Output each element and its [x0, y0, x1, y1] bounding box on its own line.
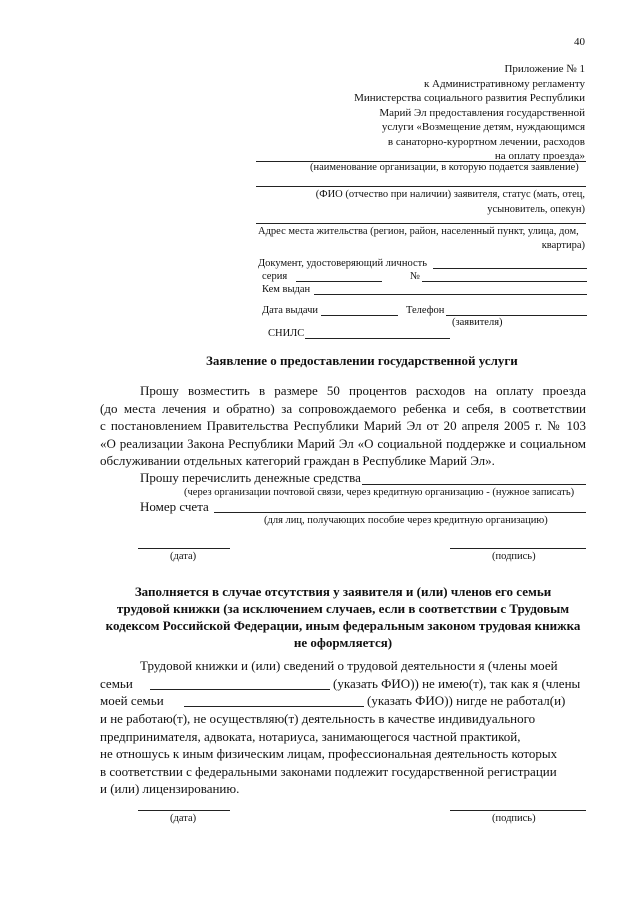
- paragraph-line: (до места лечения и обратно) за сопровождаемого ребенка и себя, в соответствии: [100, 400, 586, 416]
- work-book-paragraph: [100, 710, 586, 798]
- transfer-caption: (через организации почтовой связи, через кредитную организацию - (нужное записать): [184, 487, 575, 498]
- issued-by-field[interactable]: [314, 294, 587, 295]
- snils-label: СНИЛС: [268, 328, 305, 339]
- family-line-2-caption: (указать ФИО)) не имею(т), так как я (члены: [333, 676, 581, 691]
- address-caption-1: Адрес места жительства (регион, район, населенный пункт, улица, дом,: [258, 226, 579, 237]
- paragraph-line: не отношусь к иным физическим лицам, профессиональная деятельность которых: [100, 746, 558, 761]
- appendix-line: к Административному регламенту: [423, 77, 585, 90]
- id-document-field[interactable]: [433, 268, 587, 269]
- family-fio-field-2[interactable]: [184, 706, 364, 707]
- section-2-title: [100, 583, 586, 651]
- paragraph-line: с постановлением Правительства Республики Марий Эл от 20 апреля 2005 г. № 103: [100, 418, 586, 433]
- date-field-2[interactable]: [138, 810, 230, 811]
- account-label: Номер счета: [140, 499, 209, 514]
- issued-by-label: Кем выдан: [262, 284, 311, 295]
- snils-field[interactable]: [305, 338, 450, 339]
- address-caption-2: квартира): [541, 240, 585, 251]
- family-fio-field-1[interactable]: [150, 689, 330, 690]
- signature-caption-1: (подпись): [492, 551, 536, 562]
- address-line[interactable]: [256, 223, 586, 224]
- appendix-block: [354, 62, 585, 164]
- appendix-line: Марий Эл предоставления государственной: [379, 106, 585, 119]
- signature-caption-2: (подпись): [492, 813, 536, 824]
- section-2-title-line: не оформляется): [293, 635, 393, 650]
- date-caption-2: (дата): [170, 813, 197, 824]
- family-label: семьи: [100, 676, 133, 691]
- appendix-line: в санаторно-курортном лечении, расходов: [387, 135, 585, 148]
- transfer-label: Прошу перечислить денежные средства: [140, 470, 361, 485]
- date-caption-1: (дата): [170, 551, 197, 562]
- appendix-line: Приложение № 1: [504, 63, 585, 75]
- paragraph-line: и (или) лицензированию.: [100, 781, 240, 796]
- org-name-caption: (наименование организации, в которую подается заявление): [310, 162, 579, 173]
- number-label: №: [410, 271, 421, 282]
- phone-field[interactable]: [446, 315, 587, 316]
- paragraph-line: предпринимателя, адвоката, нотариуса, занимающегося частной практикой,: [100, 728, 521, 744]
- request-paragraph: [100, 382, 586, 470]
- paragraph-line: «О реализации Закона Республики Марий Эл «О социальной поддержке и социальном: [100, 435, 586, 451]
- document-title: Заявление о предоставлении государственной услуги: [206, 353, 518, 368]
- transfer-method-field[interactable]: [362, 484, 586, 485]
- series-field[interactable]: [296, 281, 382, 282]
- issue-date-label: Дата выдачи: [262, 305, 319, 316]
- account-caption: (для лиц, получающих пособие через кредитную организацию): [264, 515, 548, 526]
- phone-caption: (заявителя): [452, 317, 503, 328]
- fio-caption-line: усыновитель, опекун): [487, 204, 585, 215]
- series-label: серия: [262, 271, 288, 282]
- section-2-title-line: трудовой книжки (за исключением случаев, если в соответствии с Трудовым: [116, 601, 570, 616]
- issue-date-field[interactable]: [321, 315, 398, 316]
- paragraph-line: в соответствии с федеральными законами подлежит государственной регистрации: [100, 763, 557, 779]
- section-2-title-line: кодексом Российской Федерации, иным федеральным законом трудовая книжка: [105, 618, 581, 633]
- appendix-line: услуги «Возмещение детям, нуждающимся: [381, 121, 585, 133]
- id-document-label: Документ, удостоверяющий личность: [258, 258, 427, 269]
- appendix-line: на оплату проезда»: [494, 150, 585, 162]
- family-line-3-text: (указать ФИО)) нигде не работал(и): [367, 693, 566, 708]
- family-label-2: моей семьи: [100, 693, 164, 708]
- page-number: 40: [574, 36, 585, 48]
- number-field[interactable]: [422, 281, 587, 282]
- fio-caption-line: (ФИО (отчество при наличии) заявителя, статус (мать, отец,: [315, 189, 585, 200]
- date-field-1[interactable]: [138, 548, 230, 549]
- paragraph-line: Прошу возместить в размере 50 процентов расходов на оплату проезда: [140, 383, 586, 398]
- section-2-title-line: Заполняется в случае отсутствия у заявителя и (или) членов его семьи: [134, 584, 552, 599]
- appendix-line: Министерства социального развития Республики: [354, 92, 585, 104]
- account-number-field[interactable]: [214, 512, 586, 513]
- phone-label: Телефон: [406, 305, 445, 316]
- signature-field-1[interactable]: [450, 548, 586, 549]
- family-line-2-text: [333, 676, 580, 692]
- paragraph-line: обслуживании отдельных категорий граждан в Республике Марий Эл».: [100, 453, 495, 468]
- paragraph-line: и не работаю(т), не осуществляю(т) деятельность в качестве индивидуального: [100, 711, 536, 726]
- work-book-line-1: Трудовой книжки и (или) сведений о трудовой деятельности я (члены моей: [140, 658, 558, 673]
- signature-field-2[interactable]: [450, 810, 586, 811]
- fio-caption: [316, 187, 585, 217]
